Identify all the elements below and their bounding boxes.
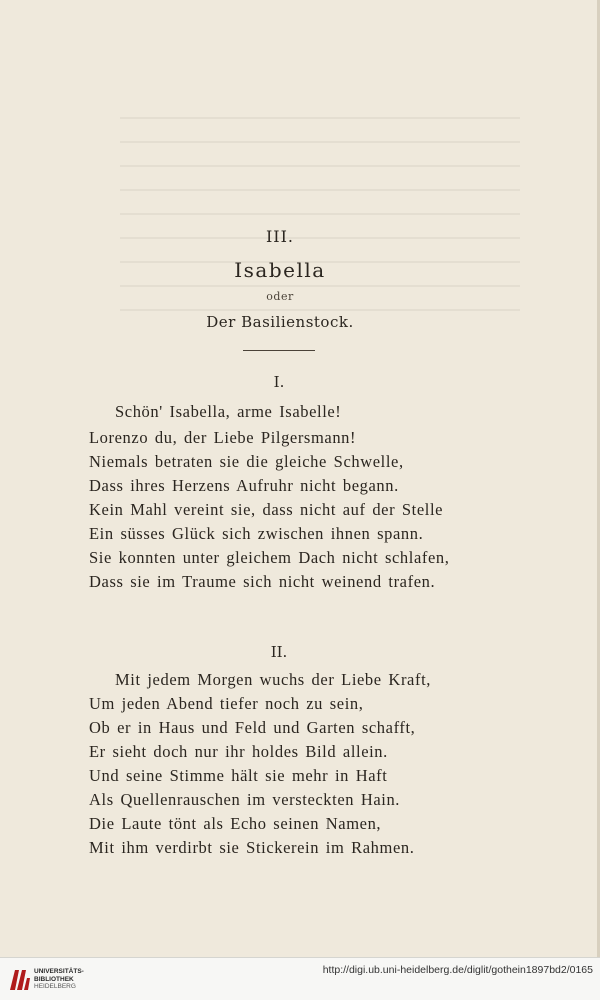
verse-line: Kein Mahl vereint sie, dass nicht auf der Stelle (89, 500, 444, 519)
library-name-line: UNIVERSITÄTS- (34, 968, 84, 975)
library-name-line: HEIDELBERG (34, 983, 76, 990)
section-numeral: II. (270, 643, 288, 661)
verse-line: Ob er in Haus und Feld und Garten schafft, (89, 718, 416, 737)
verse-line: Ein süsses Glück sich zwischen ihnen spann. (89, 524, 424, 543)
verse-line: Schön' Isabella, arme Isabelle! (115, 402, 342, 421)
university-library-logo-icon (8, 966, 32, 992)
verse-line: Sie konnten unter gleichem Dach nicht schlafen, (89, 548, 450, 567)
poem-title: Isabella (234, 258, 326, 282)
verse-line: Dass ihres Herzens Aufruhr nicht begann. (89, 476, 399, 495)
verse-line: Er sieht doch nur ihr holdes Bild allein. (89, 742, 388, 761)
verse-line: Lorenzo du, der Liebe Pilgersmann! (89, 428, 357, 447)
verse-line: Und seine Stimme hält sie mehr in Haft (89, 766, 388, 785)
title-connector: oder (266, 290, 294, 303)
verse-line: Die Laute tönt als Echo seinen Namen, (89, 814, 382, 833)
library-name (34, 968, 84, 991)
viewer-footer (0, 957, 600, 1000)
verse-line: Dass sie im Traume sich nicht weinend trafen. (89, 572, 436, 591)
section-numeral: I. (273, 373, 285, 391)
permalink-url[interactable]: http://digi.ub.uni-heidelberg.de/diglit/gothein1897bd2/0165 (322, 964, 593, 976)
verse-line: Mit jedem Morgen wuchs der Liebe Kraft, (115, 670, 431, 689)
title-divider (243, 350, 315, 351)
verse-line: Als Quellenrauschen im versteckten Hain. (89, 790, 401, 809)
library-name-line: BIBLIOTHEK (34, 975, 74, 983)
poem-subtitle: Der Basilienstock. (206, 313, 354, 331)
chapter-numeral: III. (265, 227, 295, 246)
verse-line: Niemals betraten sie die gleiche Schwelle, (89, 452, 404, 471)
verse-line: Mit ihm verdirbt sie Stickerein im Rahmen. (89, 838, 415, 857)
verse-line: Um jeden Abend tiefer noch zu sein, (89, 694, 364, 713)
